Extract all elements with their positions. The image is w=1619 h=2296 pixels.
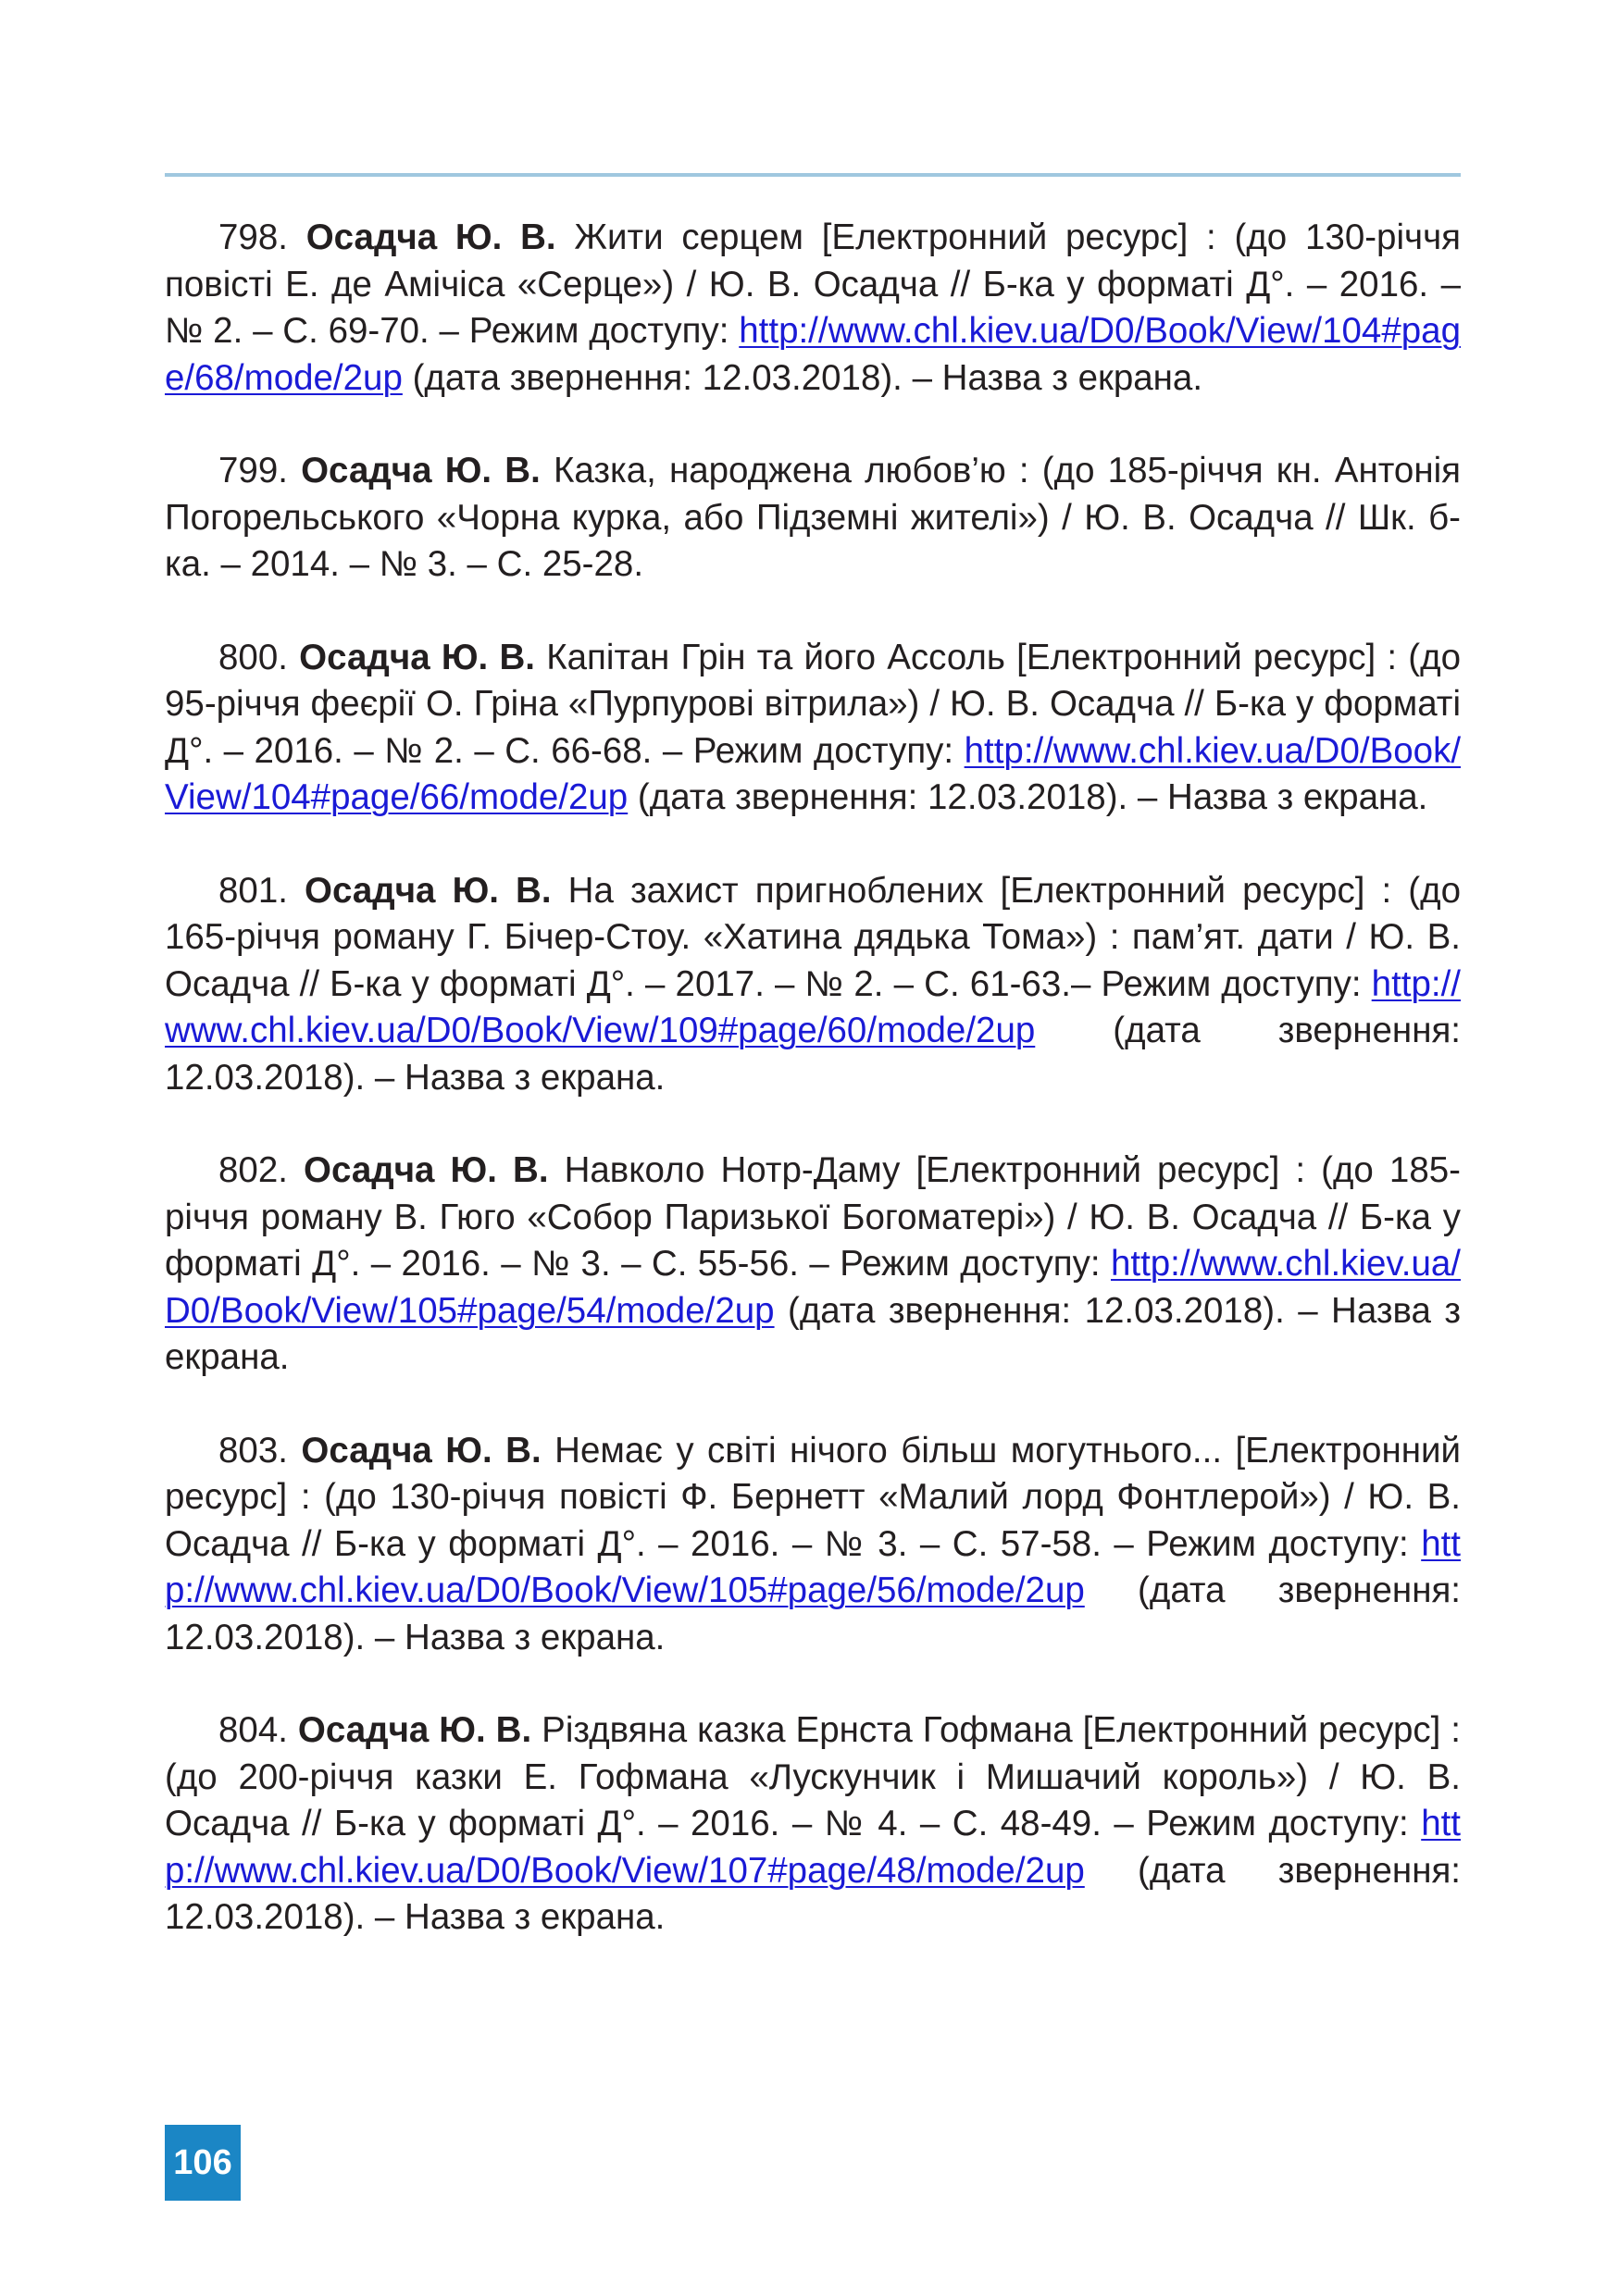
bibliography-entry bbox=[165, 1707, 1461, 1942]
entry-access-note: (дата звернення: 12.03.2018). – Назва з екрана. bbox=[165, 1011, 1461, 1098]
entry-number: 804. bbox=[218, 1710, 288, 1750]
entry-number: 802. bbox=[218, 1150, 288, 1190]
entry-author: Осадча Ю. В. bbox=[305, 870, 552, 911]
entry-author: Осадча Ю. В. bbox=[304, 1150, 549, 1190]
header-rule bbox=[165, 173, 1461, 177]
entry-access-note: (дата звернення: 12.03.2018). – Назва з екрана. bbox=[637, 777, 1428, 817]
entry-number: 803. bbox=[218, 1430, 288, 1471]
bibliography-entry bbox=[165, 448, 1461, 589]
entry-description: Капітан Грін та його Ассоль [Електронний ресурс] : (до 95-річчя феєрії О. Гріна «Пурпурові вітрила») / Ю. В. Осадча // Б-ка у форматі Д°. – 2016. – № 2. – С. 66-68. – Режим доступу: bbox=[165, 637, 1462, 771]
entry-description: Різдвяна казка Ернста Гофмана [Електронний ресурс] : (до 200-річчя казки Е. Гофмана «Лускунчик і Мишачий король») / Ю. В. Осадча // Б-ка у форматі Д°. – 2016. – № 4. – С. 48-49. – Режим доступу: bbox=[165, 1710, 1461, 1843]
bibliography-entry bbox=[165, 635, 1461, 822]
entry-author: Осадча Ю. В. bbox=[299, 637, 535, 677]
entry-url-link[interactable]: http://www.chl.kiev.ua/D0/Book/View/105#page/54/mode/2up bbox=[165, 1244, 1461, 1331]
bibliography-entry bbox=[165, 215, 1461, 402]
entry-author: Осадча Ю. В. bbox=[297, 1710, 532, 1750]
entry-author: Осадча Ю. В. bbox=[301, 451, 541, 490]
entry-url-link[interactable]: http://www.chl.kiev.ua/D0/Book/View/105#page/56/mode/2up bbox=[165, 1523, 1461, 1610]
entry-description: Казка, народжена любов’ю : (до 185-річчя кн. Антонія Погорельського «Чорна курка, або Підземні жителі») / Ю. В. Осадча // Шк. б-ка. – 2014. – № 3. – С. 25-28. bbox=[165, 451, 1461, 584]
entry-url-link[interactable]: http://www.chl.kiev.ua/D0/Book/View/104#page/66/mode/2up bbox=[165, 730, 1462, 817]
bibliography-entry bbox=[165, 1148, 1461, 1382]
entry-access-note: (дата звернення: 12.03.2018). – Назва з екрана. bbox=[165, 1850, 1461, 1937]
entry-description: Немає у світі нічого більш могутнього... [Електронний ресурс] : (до 130-річчя повісті Ф. Бернетт «Малий лорд Фонтлерой») / Ю. В. Осадча // Б-ка у форматі Д°. – 2016. – № 3. – С. 57-58. – Режим доступу: bbox=[165, 1430, 1461, 1564]
entry-description: Навколо Нотр-Даму [Електронний ресурс] : (до 185-річчя роману В. Гюго «Собор Паризької Богоматері») / Ю. В. Осадча // Б-ка у форматі Д°. – 2016. – № 3. – С. 55-56. – Режим доступу: bbox=[165, 1150, 1461, 1284]
entry-number: 800. bbox=[218, 637, 288, 677]
entry-description: На захист пригноблених [Електронний ресурс] : (до 165-річчя роману Г. Бічер-Стоу. «Хатина дядька Тома») : пам’ят. дати / Ю. В. Осадча // Б-ка у форматі Д°. – 2017. – № 2. – С. 61-63.– Режим доступу: bbox=[165, 870, 1461, 1004]
entry-url-link[interactable]: http://www.chl.kiev.ua/D0/Book/View/104#page/68/mode/2up bbox=[165, 311, 1461, 398]
page-number-badge: 106 bbox=[165, 2125, 241, 2201]
entry-description: Жити серцем [Електронний ресурс] : (до 130-річчя повісті Е. де Амічіса «Серце») / Ю. В. Осадча // Б-ка у форматі Д°. – 2016. – № 2. – С. 69-70. – Режим доступу: bbox=[165, 217, 1461, 351]
bibliography-entry bbox=[165, 1428, 1461, 1662]
entry-url-link[interactable]: http://www.chl.kiev.ua/D0/Book/View/109#page/60/mode/2up bbox=[165, 963, 1461, 1050]
entry-number: 798. bbox=[218, 217, 288, 257]
bibliography-list bbox=[165, 215, 1461, 1988]
entry-author: Осадча Ю. В. bbox=[301, 1430, 542, 1471]
entry-access-note: (дата звернення: 12.03.2018). – Назва з екрана. bbox=[165, 1290, 1461, 1377]
entry-access-note: (дата звернення: 12.03.2018). – Назва з екрана. bbox=[165, 1570, 1461, 1657]
entry-number: 799. bbox=[218, 451, 288, 490]
entry-access-note: (дата звернення: 12.03.2018). – Назва з екрана. bbox=[412, 357, 1203, 398]
bibliography-entry bbox=[165, 868, 1461, 1102]
entry-url-link[interactable]: http://www.chl.kiev.ua/D0/Book/View/107#page/48/mode/2up bbox=[165, 1804, 1461, 1891]
entry-author: Осадча Ю. В. bbox=[305, 217, 556, 257]
entry-number: 801. bbox=[218, 870, 288, 911]
